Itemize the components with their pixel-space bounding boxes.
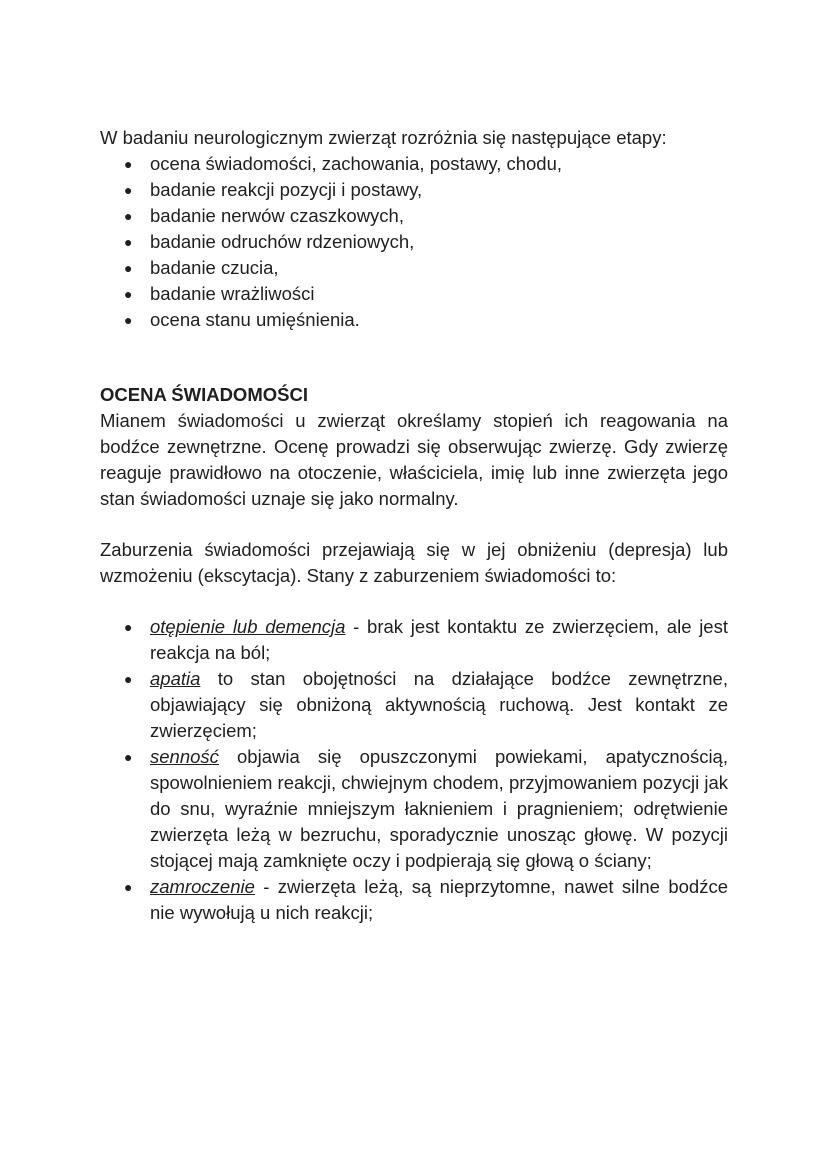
list-item: ● badanie reakcji pozycji i postawy, (100, 177, 728, 203)
list-item: ● ocena świadomości, zachowania, postawy, chodu, (100, 151, 728, 177)
list-item: ● badanie odruchów rdzeniowych, (100, 229, 728, 255)
paragraph-disorders: Zaburzenia świadomości przejawiają się w jej obniżeniu (depresja) lub wzmożeniu (ekscytacja). Stany z zaburzeniem świadomości to: (100, 539, 728, 586)
term: zamroczenie (150, 876, 255, 897)
disorders-intro (100, 537, 728, 589)
term: apatia (150, 668, 201, 689)
consciousness-section (100, 382, 728, 512)
term-description: - zwierzęta leżą, są nieprzytomne, nawet silne bodźce nie wywołują u nich reakcji; (150, 876, 728, 923)
list-item (100, 874, 728, 926)
exam-stages-list (100, 151, 728, 333)
list-item: ● ocena stanu umięśnienia. (100, 307, 728, 333)
disorders-list (100, 614, 728, 926)
term-description: to stan obojętności na działające bodźce zewnętrzne, objawiający się obniżoną aktywnością ruchową. Jest kontakt ze zwierzęciem; (150, 668, 728, 741)
list-item (100, 666, 728, 744)
intro-section (100, 125, 728, 333)
term: otępienie lub demencja (150, 616, 346, 637)
list-item: ● badanie wrażliwości (100, 281, 728, 307)
intro-lead: W badaniu neurologicznym zwierząt rozróżnia się następujące etapy: (100, 127, 667, 148)
term: senność (150, 746, 219, 767)
section-heading: OCENA ŚWIADOMOŚCI (100, 384, 308, 405)
list-item (100, 744, 728, 874)
list-item: ● badanie nerwów czaszkowych, (100, 203, 728, 229)
term-description: objawia się opuszczonymi powiekami, apatycznością, spowolnieniem reakcji, chwiejnym chodem, przyjmowaniem pozycji jak do snu, wyraźnie mniejszym łaknieniem i pragnieniem; odrętwienie zwierzęta leżą w bezruchu, sporadycznie unosząc głowę. W pozycji stojącej mają zamknięte oczy i podpierają się głową o ściany; (150, 746, 728, 871)
disorders-section (100, 614, 728, 926)
term-description: - brak jest kontaktu ze zwierzęciem, ale jest reakcja na ból; (150, 616, 728, 663)
paragraph-definition: Mianem świadomości u zwierząt określamy stopień ich reagowania na bodźce zewnętrzne. Ocenę prowadzi się obserwując zwierzę. Gdy zwierzę reaguje prawidłowo na otoczenie, właściciela, imię lub inne zwierzęta jego stan świadomości uznaje się jako normalny. (100, 410, 728, 509)
list-item (100, 614, 728, 666)
list-item: ● badanie czucia, (100, 255, 728, 281)
